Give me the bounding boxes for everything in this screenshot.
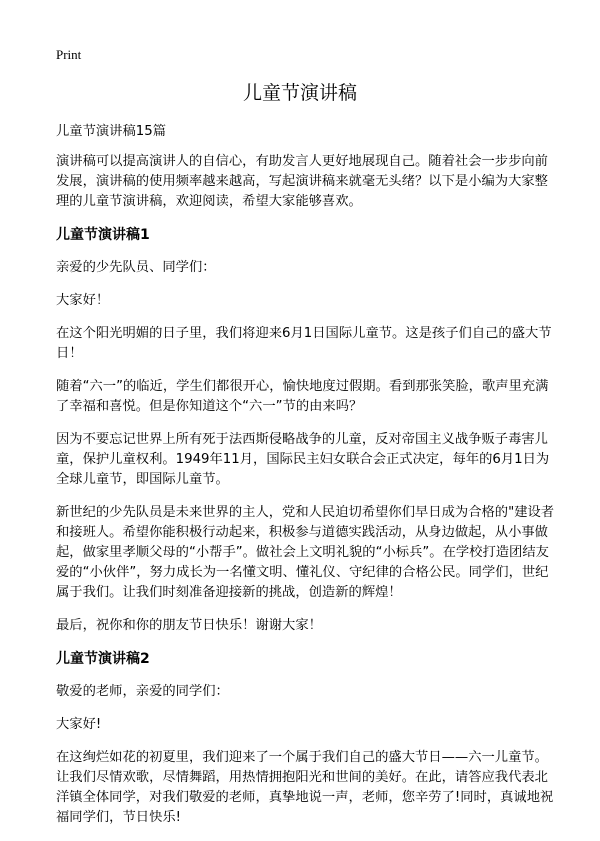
print-link[interactable]: Print [56,47,82,62]
paragraph: 敬爱的老师，亲爱的同学们： [56,684,229,699]
paragraph: 新世纪的少先队员是未来世界的主人，党和人民迫切希望你们早日成为合格的"建设者和接班人。希望你能积极行动起来，积极参与道德实践活动，从身边做起，从小事做起，做家里孝顺父母的“小帮手”。做社会上文明礼貌的“小标兵”。在学校打造团结友爱的“小伙伴”，努力成长为一名懂文明、懂礼仪、守纪律的合格公民。同学们，世纪属于我们。让我们时刻准备迎接新的挑战，创造新的辉煌！ [56,505,555,600]
paragraph: 因为不要忘记世界上所有死于法西斯侵略战争的儿童，反对帝国主义战争贩子毒害儿童，保护儿童权利。1949年11月，国际民主妇女联合会正式决定，每年的6月1日为全球儿童节，即国际儿童节。 [56,432,550,487]
paragraph: 大家好! [56,717,102,732]
document-body [56,122,556,841]
page-title: 儿童节演讲稿 [242,82,357,104]
section-heading: 儿童节演讲稿2 [56,651,150,667]
section-heading: 儿童节演讲稿1 [56,227,150,243]
paragraph: 在这绚烂如花的初夏里，我们迎来了一个属于我们自己的盛大节日——六一儿童节。让我们尽情欢歌，尽情舞蹈，用热情拥抱阳光和世间的美好。在此，请答应我代表北洋镇全体同学，对我们敬爱的老师，真挚地说一声，老师，您辛劳了!同时，真诚地祝福同学们，节日快乐! [56,750,554,825]
paragraph: 最后，祝你和你的朋友节日快乐！谢谢大家！ [56,618,322,633]
intro-paragraph: 演讲稿可以提高演讲人的自信心，有助发言人更好地展现自己。随着社会一步步向前发展，演讲稿的使用频率越来越高，写起演讲稿来就毫无头绪？以下是小编为大家整理的儿童节演讲稿，欢迎阅读，希望大家能够喜欢。 [56,154,548,209]
paragraph: 在这个阳光明媚的日子里，我们将迎来6月1日国际儿童节。这是孩子们自己的盛大节日！ [56,326,552,361]
paragraph: 随着“六一”的临近，学生们都很开心，愉快地度过假期。看到那张笑脸，歌声里充满了幸福和喜悦。但是你知道这个“六一”节的由来吗？ [56,379,549,414]
document-subtitle: 儿童节演讲稿15篇 [56,124,166,139]
paragraph: 亲爱的少先队员、同学们： [56,260,216,275]
paragraph: 大家好！ [56,293,110,308]
